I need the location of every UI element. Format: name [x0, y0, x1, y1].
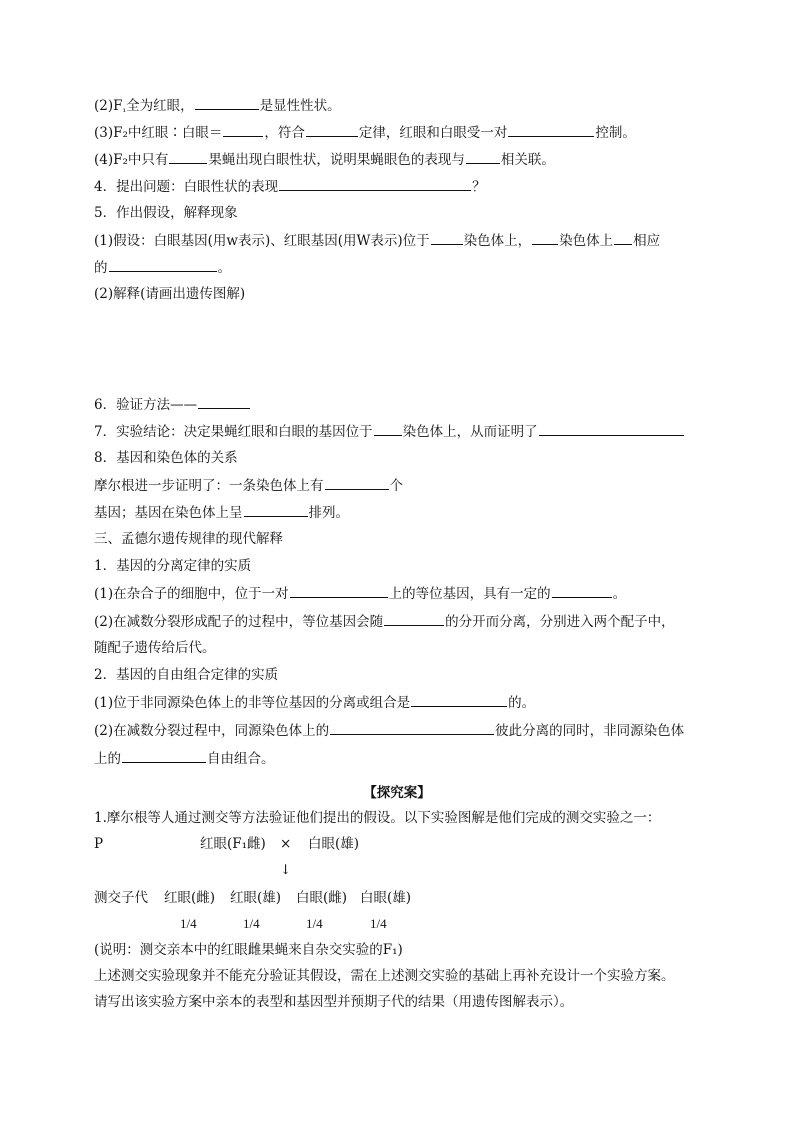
text: 全为红眼， [126, 98, 194, 114]
paragraph-1: 上述测交实验现象并不能充分验证其假设，需在上述测交实验的基础上再补充设计一个实验方案。 [94, 968, 675, 984]
line-assortment-heading [94, 665, 278, 685]
fill-blank[interactable] [244, 502, 308, 517]
fill-blank[interactable] [508, 122, 594, 137]
text: 8．基因和染色体的关系 [94, 450, 238, 466]
fill-blank[interactable] [374, 421, 402, 436]
line-question [94, 176, 486, 197]
text: 个 [389, 478, 403, 494]
text: (2)在减数分裂过程中，同源染色体上的 [94, 723, 330, 739]
line-conclusion [94, 421, 685, 442]
text: 定律，红眼和白眼受一对 [358, 125, 508, 141]
fill-blank[interactable] [466, 149, 500, 164]
fill-blank[interactable] [306, 122, 358, 137]
text: 1．基因的分离定律的实质 [94, 558, 252, 574]
line-assortment-2 [94, 720, 684, 741]
fill-blank[interactable] [431, 230, 463, 245]
text: (1)在杂合子的细胞中，位于一对 [94, 586, 289, 602]
subscript: ₁ [122, 105, 127, 115]
fill-blank[interactable] [325, 475, 389, 490]
line-f2-white-eye [94, 149, 555, 170]
text: 7．实验结论：决定果蝇红眼和白眼的基因位于 [94, 424, 373, 440]
text: (2)在减数分裂形成配子的过程中，等位基因会随 [94, 614, 384, 630]
text: 相关联。 [500, 152, 555, 168]
p-label: P [94, 836, 104, 852]
line-segregation-1 [94, 583, 626, 604]
text: 上的 [94, 751, 121, 767]
text: 染色体上，从而证明了 [402, 424, 538, 440]
line-hypothesis-heading [94, 203, 238, 223]
fill-blank[interactable] [279, 176, 471, 191]
note: (说明：测交亲本中的红眼雌果蝇来自杂交实验的F₁) [94, 942, 403, 958]
line-hypothesis-cont [94, 257, 231, 278]
fill-blank[interactable] [532, 230, 558, 245]
text: 6．验证方法—— [94, 397, 198, 413]
text: (1)假设：白眼基因(用w表示)、红眼基因(用W表示)位于 [94, 233, 430, 249]
fill-blank[interactable] [122, 748, 206, 763]
text: 的。 [508, 695, 536, 711]
line-hypothesis [94, 230, 660, 251]
text: 的分开而分离，分别进入两个配子中， [445, 614, 675, 630]
question-1: 1.摩尔根等人通过测交等方法验证他们提出的假设。以下实验图解是他们完成的测交实验之一： [94, 810, 661, 826]
text: 2．基因的自由组合定律的实质 [94, 667, 279, 683]
text: 果蝇出现白眼性状，说明果蝇眼色的表现与 [208, 152, 465, 168]
offspring-1: 红眼(雌) [164, 890, 216, 906]
text: 三、孟德尔遗传规律的现代解释 [94, 531, 283, 547]
line-segregation-2-cont [94, 638, 216, 658]
text: (4)F₂中只有 [94, 152, 169, 168]
fill-blank[interactable] [552, 583, 612, 598]
offspring-label: 测交子代 [94, 890, 148, 906]
line-gene-arrangement [94, 502, 349, 523]
text: 彼此分离的同时，非同源染色体 [495, 723, 685, 739]
text: 是显性性状。 [259, 98, 341, 114]
line-assortment-2-cont [94, 748, 275, 769]
line-morgan [94, 475, 403, 496]
fill-blank[interactable] [195, 95, 259, 110]
text: 5．作出假设，解释现象 [94, 205, 238, 221]
line-section-3 [94, 529, 283, 549]
ratio-1: 1/4 [180, 916, 197, 931]
fill-blank[interactable] [330, 720, 494, 735]
fill-blank[interactable] [290, 583, 388, 598]
offspring-3: 白眼(雌) [296, 890, 348, 906]
parent-female: 红眼(F₁雌) [200, 836, 266, 852]
text: 相应 [633, 233, 661, 249]
text: (2)解释(请画出遗传图解) [94, 286, 246, 302]
ratio-2: 1/4 [243, 916, 260, 931]
line-gene-chromosome-heading [94, 448, 238, 468]
text: (3)F₂中红眼∶白眼＝ [94, 125, 223, 141]
text: 的 [94, 260, 108, 276]
text: ，符合 [264, 125, 305, 141]
fill-blank[interactable] [539, 421, 684, 436]
text: 排列。 [308, 505, 349, 521]
line-f2-ratio [94, 122, 636, 143]
line-verify-method [94, 394, 251, 415]
fill-blank[interactable] [109, 257, 217, 272]
text: 。 [217, 260, 231, 276]
line-f1-dominant [94, 95, 341, 120]
text: 基因；基因在染色体上呈 [94, 505, 243, 521]
text: (1)位于非同源染色体上的非等位基因的分离或组合是 [94, 695, 411, 711]
offspring-4: 白眼(雄) [360, 890, 412, 906]
text: (2)F [94, 98, 123, 114]
paragraph-2: 请写出该实验方案中亲本的表型和基因型并预期子代的结果（用遗传图解表示）。 [94, 994, 574, 1010]
text: 摩尔根进一步证明了：一条染色体上有 [94, 478, 324, 494]
fill-blank[interactable] [384, 611, 444, 626]
text: 染色体上 [559, 233, 614, 249]
arrow-down-icon: ↓ [280, 862, 292, 878]
fill-blank[interactable] [411, 692, 507, 707]
fill-blank[interactable] [198, 394, 250, 409]
text: 。 [612, 586, 627, 602]
fill-blank[interactable] [169, 149, 207, 164]
text: 自由组合。 [207, 751, 275, 767]
offspring-2: 红眼(雄) [230, 890, 282, 906]
text: 4．提出问题：白眼性状的表现 [94, 179, 279, 195]
line-assortment-1 [94, 692, 535, 713]
fill-blank[interactable] [614, 230, 632, 245]
text: 上的等位基因，具有一定的 [388, 586, 551, 602]
line-explanation [94, 284, 245, 304]
ratio-4: 1/4 [370, 916, 387, 931]
text: 控制。 [595, 125, 636, 141]
text: 染色体上， [463, 233, 532, 249]
cross-symbol: × [280, 836, 292, 852]
section-title: 【探究案】 [363, 785, 431, 801]
parent-male: 白眼(雄) [308, 836, 360, 852]
fill-blank[interactable] [223, 122, 263, 137]
text: ？ [472, 179, 486, 195]
ratio-3: 1/4 [306, 916, 323, 931]
line-segregation-2 [94, 611, 675, 632]
text: 随配子遗传给后代。 [94, 640, 216, 656]
line-segregation-heading [94, 556, 251, 576]
